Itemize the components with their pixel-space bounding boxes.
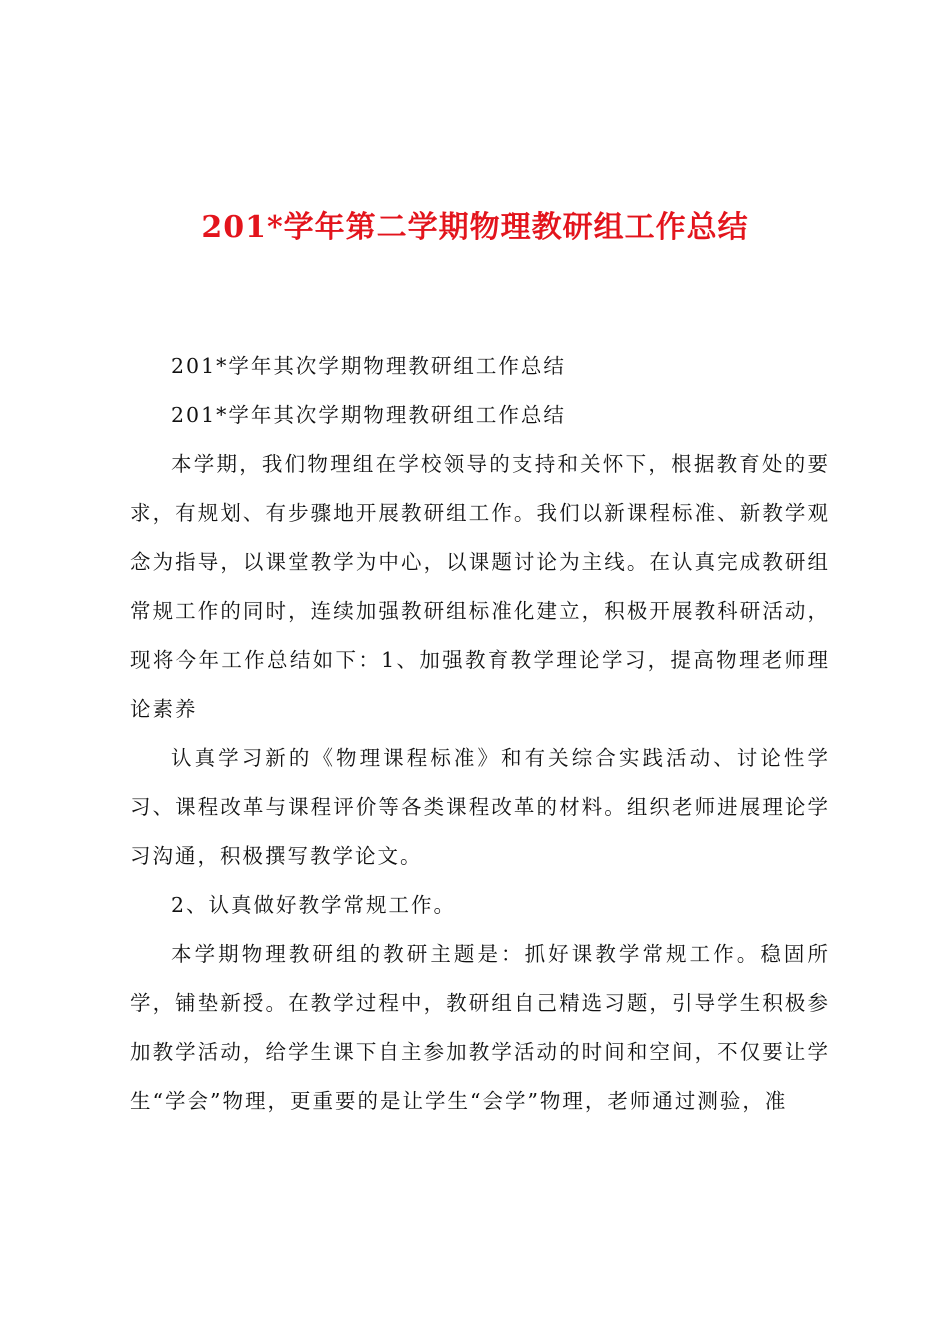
document-title: 201*学年第二学期物理教研组工作总结 <box>201 210 749 245</box>
paragraph-heading-routine: 2、认真做好教学常规工作。 <box>171 893 457 917</box>
document-body <box>130 342 830 1126</box>
paragraph-subtitle-2: 201*学年其次学期物理教研组工作总结 <box>171 403 566 427</box>
paragraph-subtitle-1: 201*学年其次学期物理教研组工作总结 <box>171 354 566 378</box>
paragraph-theory-study: 认真学习新的《物理课程标准》和有关综合实践活动、讨论性学习、课程改革与课程评价等各类课程改革的材料。组织老师进展理论学习沟通，积极撰写教学论文。 <box>130 746 830 868</box>
paragraph-intro: 本学期，我们物理组在学校领导的支持和关怀下，根据教育处的要求，有规划、有步骤地开展教研组工作。我们以新课程标准、新教学观念为指导，以课堂教学为中心，以课题讨论为主线。在认真完成教研组常规工作的同时，连续加强教研组标准化建立，积极开展教科研活动，现将今年工作总结如下：1、加强教育教学理论学习，提高物理老师理论素养 <box>130 452 830 721</box>
paragraph-routine-work: 本学期物理教研组的教研主题是：抓好课教学常规工作。稳固所学，铺垫新授。在教学过程中，教研组自己精选习题，引导学生积极参加教学活动，给学生课下自主参加教学活动的时间和空间，不仅要让学生“学会”物理，更重要的是让学生“会学”物理，老师通过测验，准 <box>130 942 830 1113</box>
